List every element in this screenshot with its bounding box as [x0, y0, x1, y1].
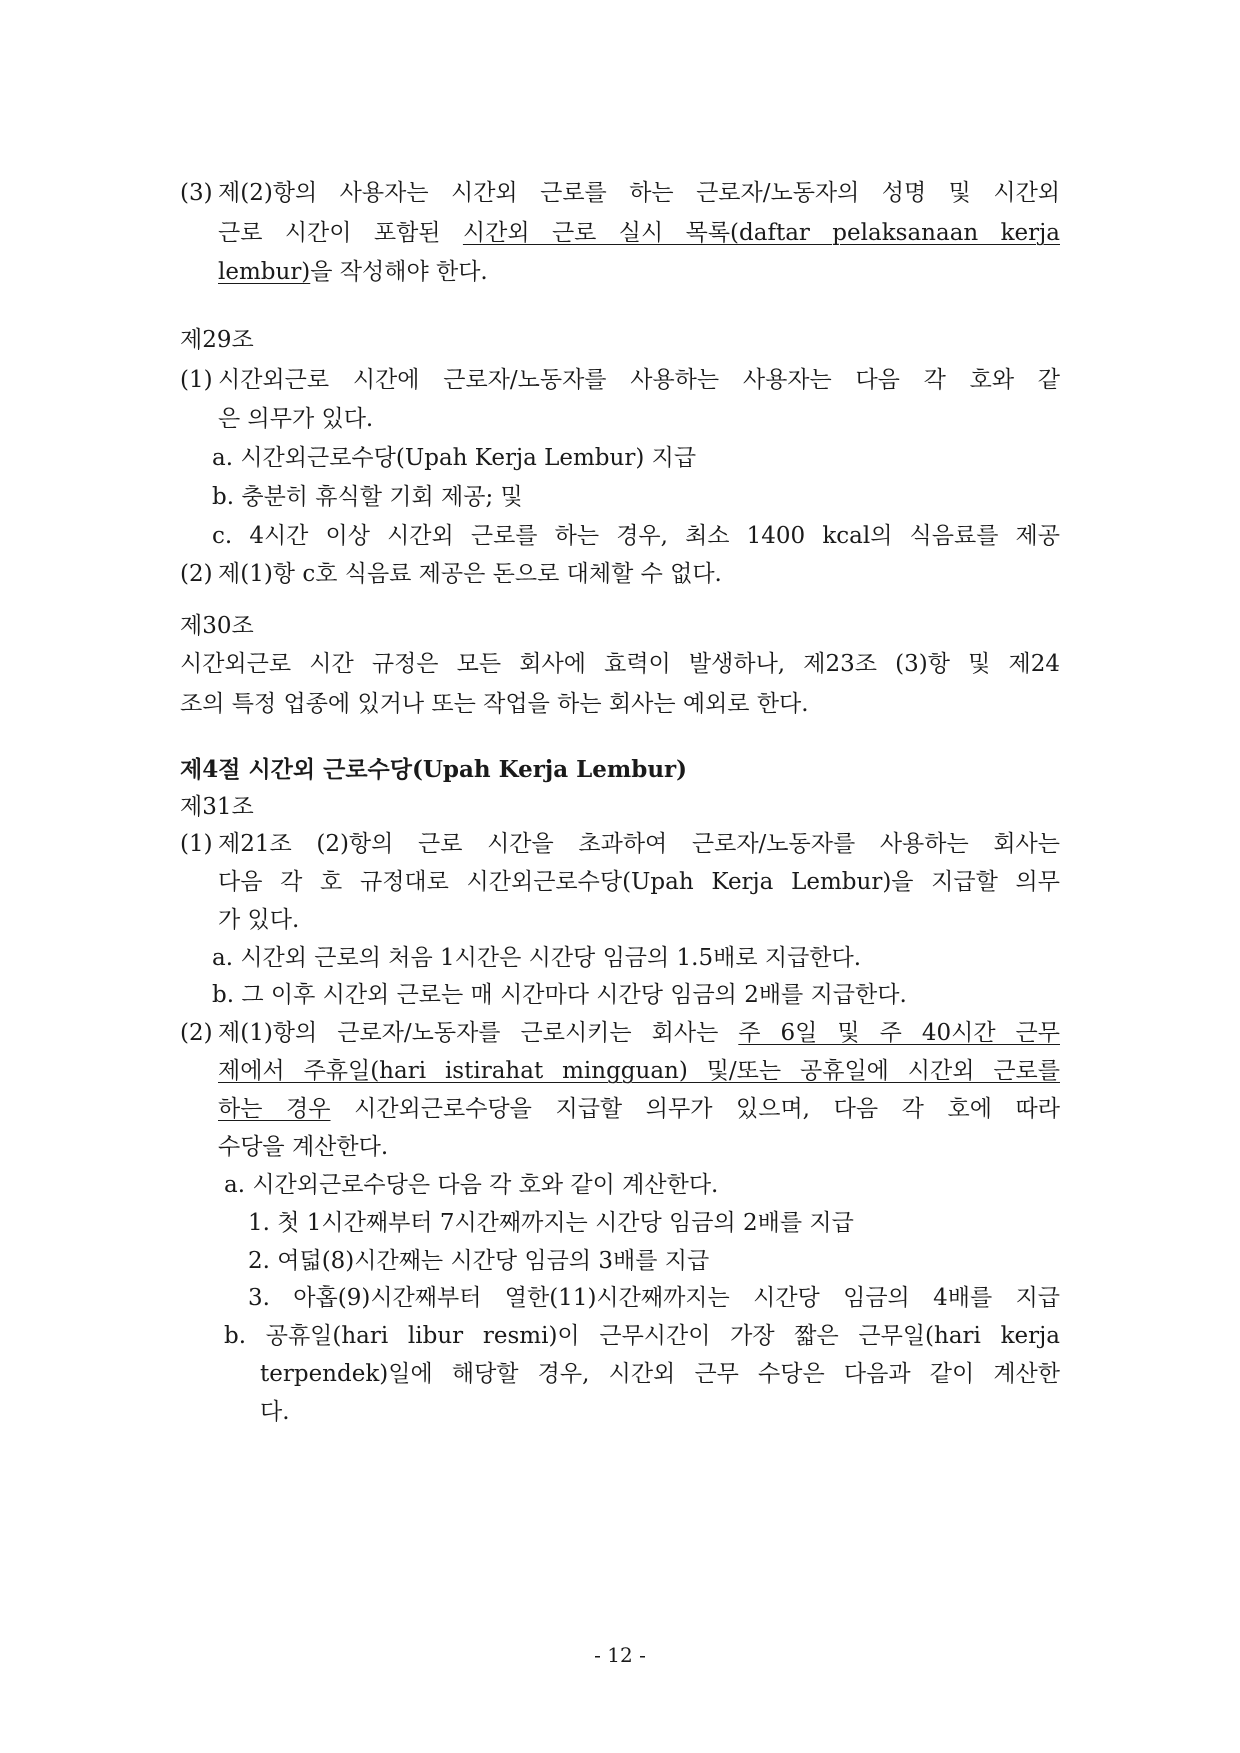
sub-list-item: 2. 여덟(8)시간째는 시간당 임금의 3배를 지급 [248, 1248, 710, 1274]
section-heading: 제4절 시간외 근로수당(Upah Kerja Lembur) [180, 756, 688, 783]
paragraph-line: 다. [260, 1399, 290, 1425]
paragraph-line: 제21조 (2)항의 근로 시간을 초과하여 근로자/노동자를 사용하는 회사는 [218, 831, 1060, 857]
paragraph-line: 제(1)항 c호 식음료 제공은 돈으로 대체할 수 없다. [218, 561, 722, 587]
paragraph-line [218, 219, 1060, 247]
underlined-text: 시간외 근로 실시 목록(daftar pelaksanaan kerja [462, 220, 1060, 246]
list-item: b. 충분히 휴식할 기회 제공; 및 [212, 484, 523, 510]
paragraph-line: 조의 특정 업종에 있거나 또는 작업을 하는 회사는 예외로 한다. [180, 691, 809, 717]
paragraph-line: terpendek)일에 해당할 경우, 시간외 근무 수당은 다음과 같이 계산한 [260, 1361, 1060, 1387]
sub-list-item: 1. 첫 1시간째부터 7시간째까지는 시간당 임금의 2배를 지급 [248, 1210, 854, 1236]
underlined-text: lembur) [218, 259, 311, 285]
paragraph-line [218, 258, 488, 286]
paragraph-line: 다음 각 호 규정대로 시간외근로수당(Upah Kerja Lembur)을 지급할 의무 [218, 869, 1060, 895]
item-number: (1) [180, 831, 213, 857]
article-heading: 제31조 [180, 794, 254, 820]
paragraph-line: 시간외근로 시간 규정은 모든 회사에 효력이 발생하나, 제23조 (3)항 및 제24 [180, 651, 1060, 677]
text-run: 제(1)항의 근로자/노동자를 근로시키는 회사는 [218, 1020, 739, 1046]
sub-list-item: 3. 아홉(9)시간째부터 열한(11)시간째까지는 시간당 임금의 4배를 지급 [248, 1285, 1060, 1311]
paragraph-line [218, 1057, 1060, 1085]
page-number: - 12 - [594, 1643, 646, 1667]
underlined-text: 주 6일 및 주 40시간 근무 [738, 1020, 1060, 1046]
paragraph-line [218, 1019, 1060, 1047]
article-heading: 제29조 [180, 327, 254, 353]
list-item: a. 시간외근로수당(Upah Kerja Lembur) 지급 [212, 445, 697, 471]
paragraph-line: 은 의무가 있다. [218, 406, 374, 432]
paragraph-line: 시간외근로 시간에 근로자/노동자를 사용하는 사용자는 다음 각 호와 같 [218, 367, 1060, 393]
article-heading: 제30조 [180, 613, 254, 639]
list-item: b. 그 이후 시간외 근로는 매 시간마다 시간당 임금의 2배를 지급한다. [212, 982, 907, 1008]
paragraph-line: 제(2)항의 사용자는 시간외 근로를 하는 근로자/노동자의 성명 및 시간외 [218, 180, 1060, 206]
text-run: 근로 시간이 포함된 [218, 220, 463, 246]
paragraph-line [218, 1095, 1060, 1123]
list-item: b. 공휴일(hari libur resmi)이 근무시간이 가장 짧은 근무일(hari kerja [224, 1323, 1060, 1349]
item-number: (1) [180, 367, 213, 393]
paragraph-line: 가 있다. [218, 907, 300, 933]
underlined-text: 제에서 주휴일(hari istirahat mingguan) 및/또는 공휴일에 시간외 근로를 [218, 1058, 1060, 1084]
item-number: (3) [180, 180, 213, 206]
text-run: 을 작성해야 한다. [310, 259, 488, 285]
item-number: (2) [180, 1020, 213, 1046]
list-item: a. 시간외근로수당은 다음 각 호와 같이 계산한다. [224, 1172, 719, 1198]
item-number: (2) [180, 561, 213, 587]
list-item: c. 4시간 이상 시간외 근로를 하는 경우, 최소 1400 kcal의 식음료를 제공 [212, 523, 1060, 549]
text-run: 시간외근로수당을 지급할 의무가 있으며, 다음 각 호에 따라 [330, 1096, 1060, 1122]
paragraph-line: 수당을 계산한다. [218, 1134, 389, 1160]
underlined-text: 하는 경우 [218, 1096, 331, 1122]
list-item: a. 시간외 근로의 처음 1시간은 시간당 임금의 1.5배로 지급한다. [212, 945, 862, 971]
